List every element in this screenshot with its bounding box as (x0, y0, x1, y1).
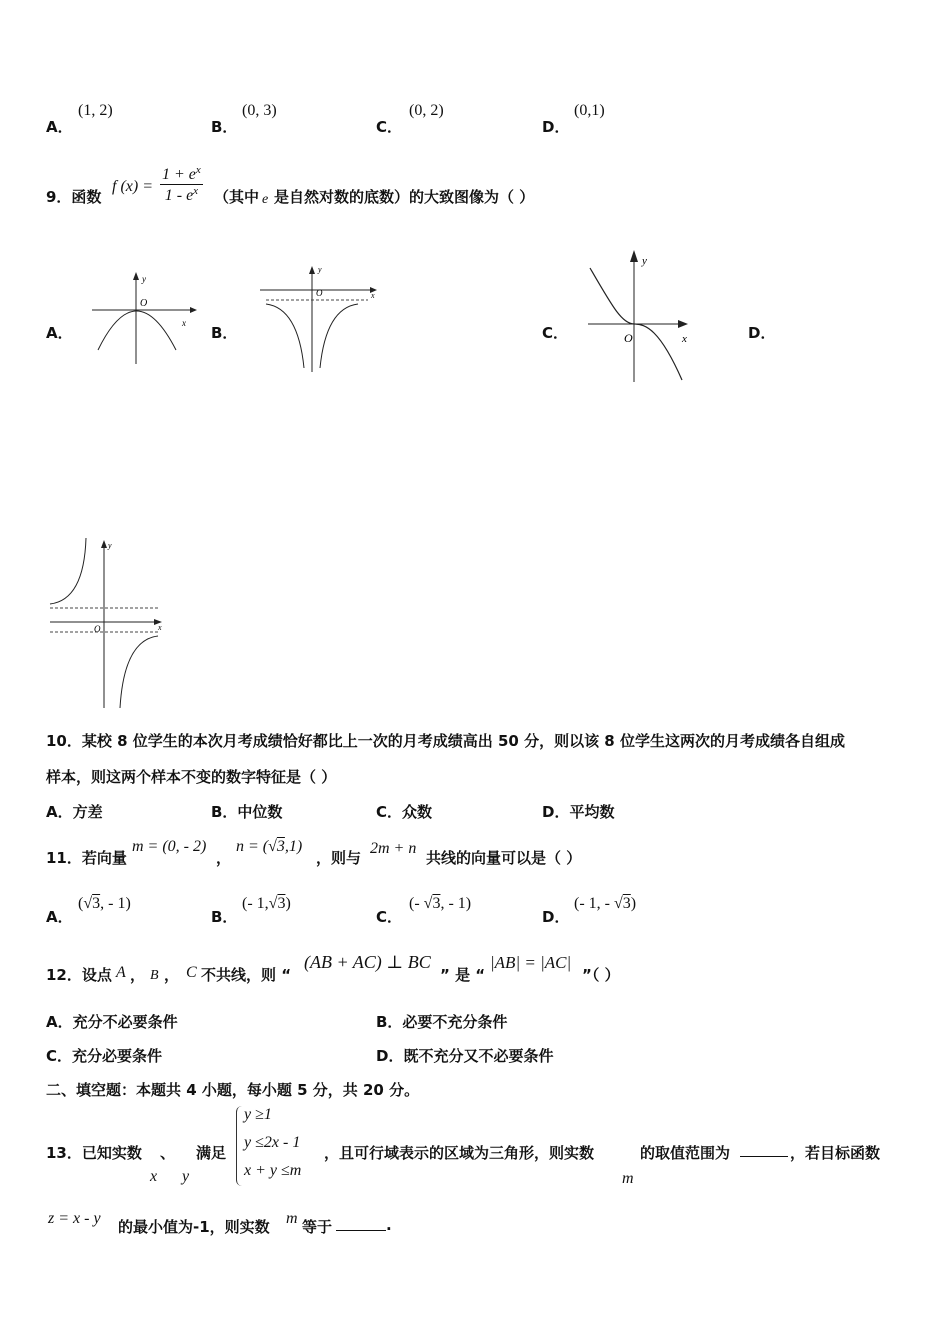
q11-comma: ， (216, 849, 232, 867)
q9-frac-den: 1 - e (164, 187, 194, 204)
q8-option-c-label: C． (376, 118, 403, 136)
q11-n-root: 3 (276, 838, 285, 855)
q11-option-a-value: (√3, - 1) (78, 895, 131, 912)
q11-d-pre: (- 1, - (574, 895, 614, 912)
q9-graph-a-origin: O (140, 298, 148, 309)
q13-var-y: y (182, 1168, 190, 1185)
q9-mid2: 是自然对数的底数）的大致图像为（ ） (274, 188, 535, 206)
q9-graph-b (258, 260, 383, 375)
q10-stem-line2: 样本，则这两个样本不变的数字特征是（ ） (46, 768, 337, 786)
q11-expression: 2m + n (370, 840, 417, 857)
q9-graph-c (582, 246, 700, 386)
q9-e-symbol: e (262, 192, 269, 207)
q13-prefix: 13．已知实数 (46, 1144, 142, 1162)
q12-option-a: A．充分不必要条件 (46, 1013, 178, 1031)
q9-option-b-label: B． (211, 324, 238, 342)
q12-point-c: C (186, 964, 197, 981)
q13-line2-mid: 的最小值为-1，则实数 (118, 1218, 270, 1236)
q11-d-root: 3 (622, 895, 631, 912)
q9-mid1: （其中 (214, 188, 260, 206)
q8-option-a-label: A． (46, 118, 73, 136)
q11-c-root: 3 (432, 895, 441, 912)
q11-option-a-label: A． (46, 908, 73, 926)
q9-graph-a (90, 268, 200, 368)
q11-a-root: 3 (92, 895, 101, 912)
q11-n-post: ,1) (284, 838, 303, 855)
q12-mid: 不共线，则 “ (201, 966, 292, 984)
q9-option-d-label: D． (748, 324, 776, 342)
q13-var-x: x (150, 1168, 158, 1185)
q10-option-d: D．平均数 (542, 803, 615, 821)
q9-graph-a-y-label: y (142, 274, 146, 284)
q12-mid2: ” 是 “ (440, 966, 486, 984)
q11-m-vector: m = (0, - 2) (132, 838, 207, 855)
q11-option-c-label: C． (376, 908, 403, 926)
q12-prefix: 12．设点 (46, 966, 112, 984)
q9-prefix: 9．函数 (46, 188, 102, 206)
q12-option-c: C．充分必要条件 (46, 1047, 163, 1065)
q12-option-d: D．既不充分又不必要条件 (376, 1047, 554, 1065)
q10-option-a: A．方差 (46, 803, 103, 821)
q11-prefix: 11．若向量 (46, 849, 127, 867)
q8-option-b-value: (0, 3) (242, 102, 277, 119)
q11-option-c-value: (- √3, - 1) (409, 895, 472, 912)
q9-fraction (160, 164, 203, 205)
q9-graph-d (46, 532, 172, 712)
q13-answer-blank-1[interactable] (740, 1156, 788, 1157)
section-2-title: 二、填空题：本题共 4 小题，每小题 5 分，共 20 分。 (46, 1081, 420, 1099)
q10-option-b: B．中位数 (211, 803, 283, 821)
q11-option-d-label: D． (542, 908, 570, 926)
q13-answer-blank-2[interactable] (336, 1230, 386, 1231)
q11-b-root: 3 (277, 895, 286, 912)
q13-dun: 、 (160, 1144, 176, 1162)
q12-condition-1: (AB + AC) ⊥ BC (304, 952, 431, 972)
q11-suffix: 共线的向量可以是（ ） (426, 849, 582, 867)
q13-line2-end: 等于 (302, 1218, 333, 1236)
q8-option-c-value: (0, 2) (409, 102, 444, 119)
q8-option-d-label: D． (542, 118, 570, 136)
q13-brace (236, 1106, 243, 1186)
q13-var-m: m (622, 1170, 634, 1187)
q13-mid2: 的取值范围为 (640, 1144, 731, 1162)
q12-sep2: ， (164, 966, 180, 984)
q9-graph-c-origin: O (624, 331, 633, 345)
q11-c-pre: (- (409, 895, 424, 912)
q9-frac-num-exp: x (195, 164, 201, 176)
q12-option-b: B．必要不充分条件 (376, 1013, 508, 1031)
q11-b-post: ) (285, 895, 291, 912)
q8-option-a-value: (1, 2) (78, 102, 113, 119)
q13-constraint-3: x + y ≤m (244, 1162, 302, 1179)
q9-frac-num: 1 + e (162, 166, 196, 183)
q13-period: . (386, 1216, 392, 1234)
q11-a-pre: ( (78, 895, 84, 912)
q11-d-post: ) (630, 895, 637, 912)
q9-graph-b-y-label: y (318, 265, 322, 274)
q12-suffix: ”（ ） (582, 966, 620, 984)
q9-graph-c-x-label: x (682, 333, 687, 345)
q11-mid: ，则与 (316, 849, 362, 867)
q9-graph-d-y-label: y (108, 541, 112, 550)
q12-point-a: A (116, 964, 126, 981)
q13-mid3: ，若目标函数 (790, 1144, 881, 1162)
q12-condition-2: |AB| = |AC| (490, 953, 572, 972)
q10-stem-line1: 10．某校 8 位学生的本次月考成绩恰好都比上一次的月考成绩高出 50 分，则以该 8 位学生这两次的月考成绩各自组成 (46, 732, 845, 750)
q13-objective-expression: z = x - y (48, 1210, 101, 1227)
q9-func-lhs: f (x) = (112, 178, 153, 195)
q11-option-d-value: (- 1, - √3) (574, 895, 637, 912)
q11-option-b-value: (- 1,√3) (242, 895, 291, 912)
q11-n-pre: n = ( (236, 838, 269, 855)
q9-option-a-label: A． (46, 324, 73, 342)
q13-mid: ，且可行域表示的区域为三角形，则实数 (324, 1144, 595, 1162)
q9-option-c-label: C． (542, 324, 569, 342)
q11-n-vector: n = (√3,1) (236, 838, 303, 855)
q12-sep1: ， (130, 966, 146, 984)
q9-graph-b-x-label: x (371, 291, 375, 300)
q9-graph-a-x-label: x (182, 318, 186, 328)
q11-a-post: , - 1) (100, 895, 131, 912)
q13-line2-var-m: m (286, 1210, 298, 1227)
q9-graph-b-origin: O (316, 288, 323, 298)
q13-satisfy: 满足 (196, 1144, 227, 1162)
q9-graph-c-y-label: y (642, 255, 647, 267)
q11-option-b-label: B． (211, 908, 238, 926)
q8-option-b-label: B． (211, 118, 238, 136)
q13-constraint-2: y ≤2x - 1 (244, 1134, 301, 1151)
q12-point-b: B (150, 968, 159, 983)
q9-graph-d-origin: O (94, 624, 101, 634)
q10-option-c: C．众数 (376, 803, 433, 821)
q11-c-post: , - 1) (440, 895, 472, 912)
q8-option-d-value: (0,1) (574, 102, 605, 119)
q9-frac-den-exp: x (193, 185, 199, 197)
q9-graph-d-x-label: x (158, 623, 162, 632)
q13-constraint-1: y ≥1 (244, 1106, 272, 1123)
q11-b-pre: (- 1, (242, 895, 269, 912)
